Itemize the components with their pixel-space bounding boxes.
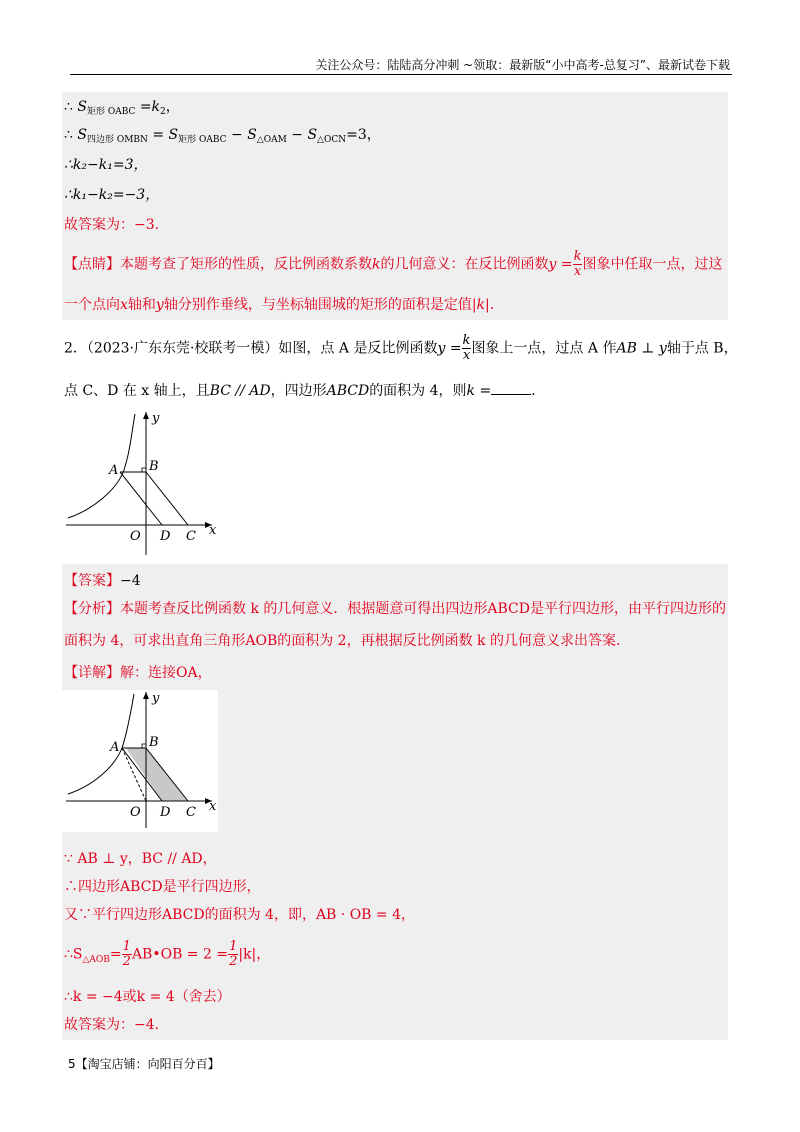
q1-line-3: ∴k₂−k₁=3，: [64, 157, 148, 173]
q2-answer: 【答案】−4: [64, 573, 141, 589]
label-D: D: [160, 529, 171, 544]
label-y: y: [152, 411, 160, 426]
step-3: 又∵平行四边形ABCD的面积为 4，即，AB · OB = 4，: [64, 907, 416, 923]
q2-analysis-line-1: 【分析】本题考查反比例函数 k 的几何意义．根据题意可得出四边形ABCD是平行四边形，由平行四边形的: [64, 601, 726, 617]
q2-analysis-line-2: 面积为 4，可求出直角三角形AOB的面积为 2，再根据反比例函数 k 的几何意义求出答案．: [64, 633, 630, 649]
svg-text:D: D: [160, 805, 171, 820]
label-x: x: [209, 523, 217, 538]
q1-comment-line-1: 【点睛】本题考查了矩形的性质，反比例函数系数k的几何意义：在反比例函数y = $\frac{k}{x}$ 图象中任取一点，过这: [64, 249, 723, 279]
q2-stem-line-2: 点 C、D 在 x 轴上，且BC // AD，四边形ABCD的面积为 4，则k = ．: [64, 383, 546, 399]
q1-comment-line-2: 一个点向x轴和y轴分别作垂线，与坐标轴围城的矩形的面积是定值|k|．: [64, 297, 504, 313]
q2-stem-line-1: 2．（2023·广东东莞·校联考一模）如图，点 A 是反比例函数y = $\frac{k}{x}$ 图象上一点，过点 A 作AB ⊥ y轴于点 B，: [64, 333, 738, 363]
step-1: ∵ AB ⊥ y，BC // AD，: [64, 851, 217, 867]
svg-text:y: y: [152, 691, 160, 706]
step-5: ∴k = −4或k = 4（舍去）: [64, 989, 231, 1005]
svg-text:x: x: [209, 799, 217, 814]
answer-blank: [491, 394, 531, 395]
label-C: C: [186, 529, 196, 544]
step-6: 故答案为：−4．: [64, 1017, 169, 1033]
q1-line-1: ∴ $S_{矩形 OABC} =k_2$，: [64, 99, 180, 117]
q2-detail-line: 【详解】解：连接OA，: [64, 665, 212, 681]
label-O: O: [130, 529, 141, 544]
q1-line-2: ∴ $S_{四边形 OMBN} = S_{矩形 OABC} - S_{\triangle OAM} - S_{\triangle OCN}=3$，: [64, 127, 381, 145]
label-A: A: [109, 463, 119, 478]
step-4: $\therefore S_{\triangle AOB}=$ $\frac{1}{2}$ AB•OB = 2 = $\frac{1}{2}$ |k|，: [64, 939, 271, 969]
solution-figure: [62, 690, 218, 832]
svg-text:C: C: [186, 805, 196, 820]
header-rule: [70, 74, 732, 75]
step-2: ∴四边形ABCD是平行四边形，: [64, 879, 261, 895]
page-header: 关注公众号：陆陆高分冲刺 ~领取：最新版“小中高考-总复习”、最新试卷下载: [315, 58, 730, 72]
page-footer: 5【淘宝店铺：向阳百分百】: [68, 1057, 220, 1071]
question-figure: [62, 410, 222, 560]
svg-text:B: B: [149, 735, 159, 750]
label-B: B: [149, 459, 159, 474]
svg-text:O: O: [130, 805, 141, 820]
svg-text:A: A: [110, 740, 120, 755]
q1-line-4: ∴k₁−k₂=−3，: [64, 187, 160, 203]
q1-answer: 故答案为：−3．: [64, 217, 169, 233]
